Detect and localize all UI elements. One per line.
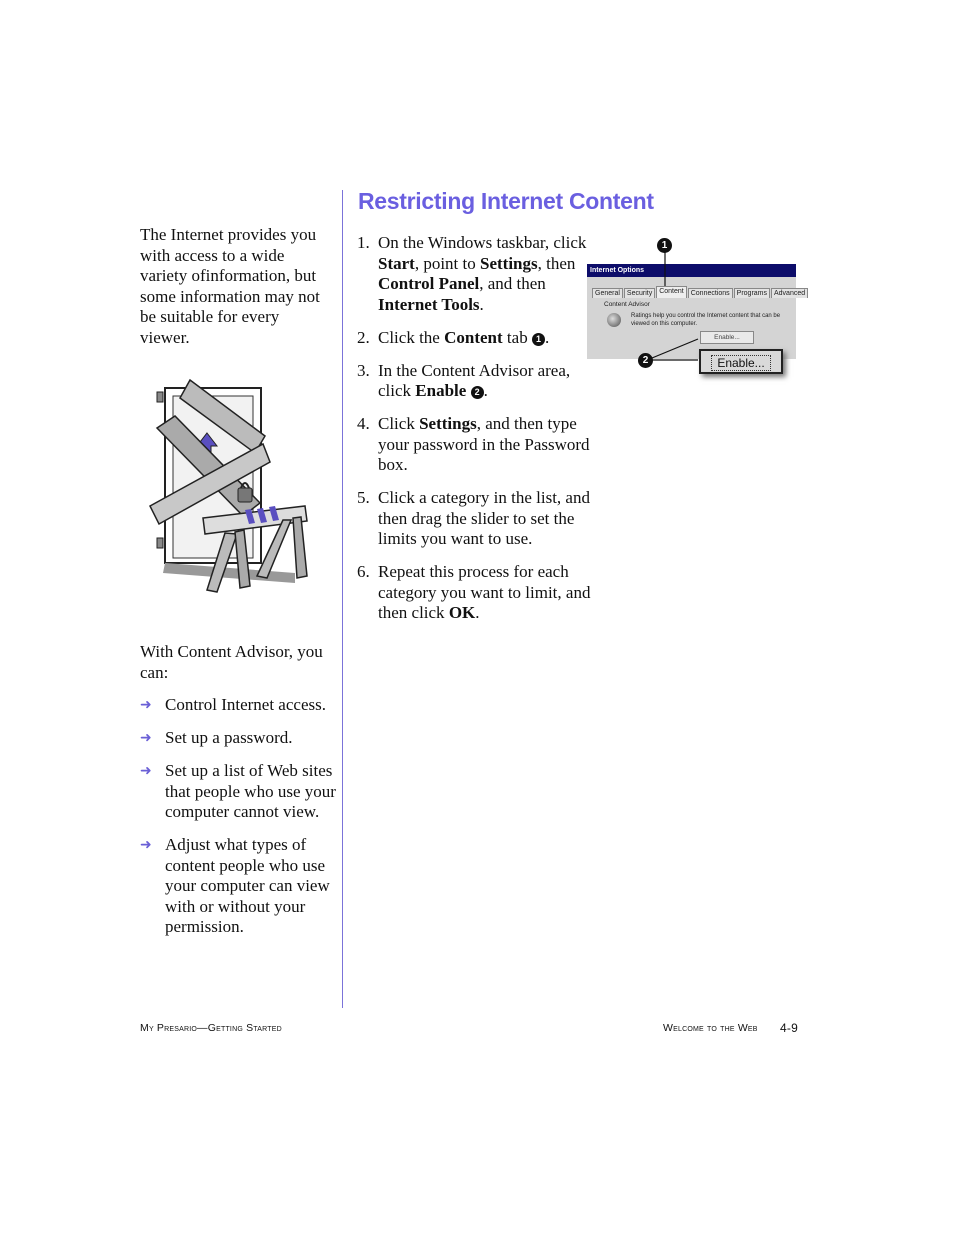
- callout-1-marker: 1: [657, 238, 672, 253]
- arrow-right-icon: ➜: [140, 763, 152, 779]
- callout-2-icon: 2: [471, 386, 484, 399]
- step-item: 5. Click a category in the list, and then drag the slider to set the limits you want to use.: [357, 488, 590, 548]
- callout-2-marker: 2: [638, 353, 653, 368]
- content-advisor-description: Ratings help you control the Internet content that can be viewed on this computer.: [631, 313, 781, 327]
- list-item: ➜ Control Internet access.: [140, 695, 326, 714]
- tab-programs[interactable]: Programs: [734, 288, 770, 298]
- tab-general[interactable]: General: [592, 288, 623, 298]
- advisor-intro: With Content Advisor, you can:: [140, 642, 323, 682]
- intro-paragraph: The Internet provides you with access to a wide variety ofinformation, but some information may not be suitable for every viewer.: [140, 225, 320, 347]
- steps-list: [357, 233, 597, 636]
- page-number: 4-9: [780, 1021, 798, 1035]
- feature-list: [140, 695, 340, 950]
- page-title: Restricting Internet Content: [358, 188, 654, 214]
- list-item: ➜ Adjust what types of content people who use your computer can view with or without your permission.: [140, 835, 330, 936]
- tab-connections[interactable]: Connections: [688, 288, 733, 298]
- step-item: 6. Repeat this process for each category you want to limit, and then click OK.: [357, 562, 591, 622]
- tab-security[interactable]: Security: [624, 288, 655, 298]
- enable-button[interactable]: Enable...: [699, 349, 783, 374]
- arrow-right-icon: ➜: [140, 697, 152, 713]
- list-item: ➜ Set up a password.: [140, 728, 293, 747]
- arrow-right-icon: ➜: [140, 837, 152, 853]
- footer-chapter-title: Welcome to the Web: [663, 1022, 758, 1034]
- step-item: 1. On the Windows taskbar, click Start, point to Settings, then Control Panel, and then Internet Tools.: [357, 233, 587, 314]
- enable-button-small[interactable]: Enable...: [700, 331, 754, 344]
- dialog-title: Internet Options: [587, 264, 796, 277]
- arrow-right-icon: ➜: [140, 730, 152, 746]
- callout-1-icon: 1: [532, 333, 545, 346]
- column-divider: [342, 190, 343, 1008]
- tab-advanced[interactable]: Advanced: [771, 288, 808, 298]
- blocked-door-illustration: [145, 378, 315, 598]
- list-item: ➜ Set up a list of Web sites that people who use your computer cannot view.: [140, 761, 336, 821]
- step-item: 3. In the Content Advisor area, click Enable 2 .: [357, 360, 571, 400]
- footer-book-title: My Presario—Getting Started: [140, 1022, 282, 1034]
- tab-content[interactable]: Content: [656, 286, 687, 298]
- step-item: 4. Click Settings, and then type your password in the Password box.: [357, 414, 590, 474]
- step-item: 2. Click the Content tab 1 .: [357, 327, 550, 347]
- content-advisor-label: Content Advisor: [604, 301, 650, 308]
